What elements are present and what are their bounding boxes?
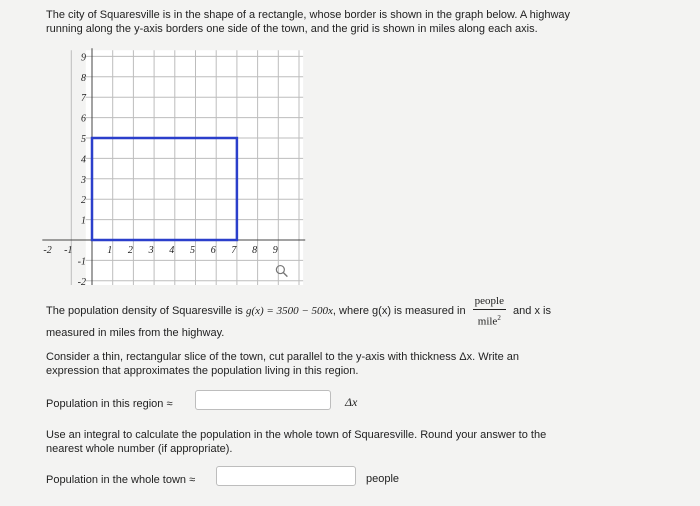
y-tick-label: -1 [77, 256, 86, 268]
x-tick-label: 8 [252, 245, 258, 256]
slice-line-2: expression that approximates the population living in this region. [46, 365, 359, 377]
town-label: Population in the whole town ≈ [46, 474, 196, 486]
town-graph [40, 45, 310, 285]
x-tick-label: 7 [231, 245, 237, 256]
y-tick-label: 8 [81, 72, 86, 84]
density-suffix: and x is [513, 305, 551, 318]
density-line-2: measured in miles from the highway. [46, 327, 225, 339]
density-prefix: The population density of Squaresville is [46, 305, 243, 318]
y-tick-label: 5 [81, 134, 86, 145]
x-tick-label: -1 [64, 245, 73, 256]
y-tick-label: 7 [81, 93, 86, 105]
y-tick-label: 1 [81, 215, 86, 227]
unit-exponent: 2 [497, 314, 501, 322]
unit-denominator [473, 310, 506, 329]
problem-intro [46, 8, 646, 36]
integral-line-2: nearest whole number (if appropriate). [46, 443, 233, 455]
x-tick-label: 9 [272, 245, 278, 256]
x-tick-label: 5 [190, 245, 195, 256]
unit-den-text: mile [477, 315, 498, 328]
y-tick-label: 6 [81, 113, 86, 125]
x-tick-label: 4 [169, 245, 175, 256]
x-tick-label: 1 [107, 245, 113, 256]
density-middle: , where g(x) is measured in [332, 305, 466, 318]
x-tick-label: 3 [148, 245, 154, 256]
region-unit: Δx [345, 395, 358, 409]
y-tick-label: 3 [81, 174, 86, 186]
x-tick-label: 2 [127, 245, 133, 256]
density-unit [473, 294, 506, 329]
slice-question [46, 350, 666, 378]
town-answer-input[interactable] [216, 466, 356, 486]
unit-numerator: people [473, 294, 506, 310]
y-tick-label: 4 [81, 154, 86, 166]
y-tick-label: 9 [81, 52, 86, 64]
density-statement [46, 294, 666, 329]
slice-line-1: Consider a thin, rectangular slice of the town, cut parallel to the y-axis with thickness Δx. Write an [46, 351, 520, 363]
region-answer-input[interactable] [195, 390, 331, 410]
x-tick-label: 6 [210, 245, 216, 256]
integral-line-1: Use an integral to calculate the population in the whole town of Squaresville. Round your answer to the [46, 429, 547, 441]
y-tick-label: -2 [77, 276, 86, 285]
density-formula: g(x) = 3500 − 500x [245, 305, 333, 318]
integral-question [46, 428, 666, 456]
region-label: Population in this region ≈ [46, 398, 173, 410]
y-tick-label: 2 [81, 195, 86, 207]
intro-line-1: The city of Squaresville is in the shape of a rectangle, whose border is shown in the graph below. A highway [46, 9, 571, 21]
x-tick-label: -2 [43, 245, 52, 256]
intro-line-2: running along the y-axis borders one side of the town, and the grid is shown in miles along each axis. [46, 23, 538, 35]
town-unit: people [366, 473, 400, 485]
